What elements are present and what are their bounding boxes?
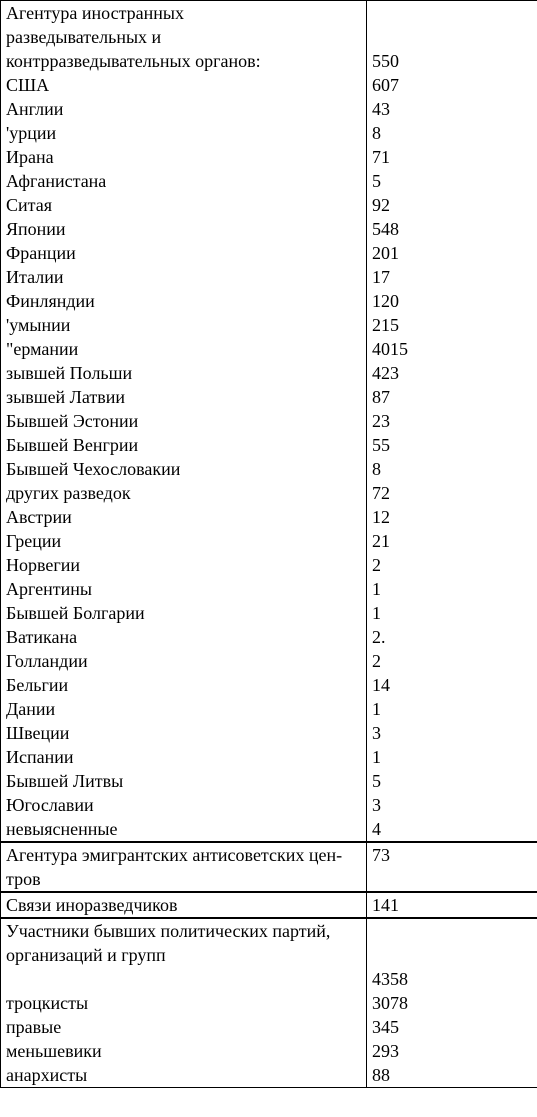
row-label: Дании bbox=[1, 697, 367, 721]
table-row bbox=[1, 289, 537, 313]
row-label: Норвегии bbox=[1, 553, 367, 577]
table-row bbox=[1, 601, 537, 625]
table-row bbox=[1, 145, 537, 169]
table-row bbox=[1, 673, 537, 697]
row-value: 1 bbox=[367, 601, 537, 625]
row-value: 201 bbox=[367, 241, 537, 265]
row-label: Участники бывших политических партий, организаций и групп bbox=[1, 918, 367, 991]
row-label: Связи иноразведчиков bbox=[1, 892, 367, 918]
table-row bbox=[1, 385, 537, 409]
row-label: зывшей Польши bbox=[1, 361, 367, 385]
table-row bbox=[1, 697, 537, 721]
row-label: Бывшей Венгрии bbox=[1, 433, 367, 457]
table-row bbox=[1, 1, 537, 74]
row-label: Японии bbox=[1, 217, 367, 241]
row-value: 293 bbox=[367, 1039, 537, 1063]
row-label: зывшей Латвии bbox=[1, 385, 367, 409]
row-label: Бывшей Чехословакии bbox=[1, 457, 367, 481]
row-value: 4015 bbox=[367, 337, 537, 361]
row-label: меньшевики bbox=[1, 1039, 367, 1063]
row-label: США bbox=[1, 73, 367, 97]
row-value: 4358 bbox=[367, 918, 537, 991]
row-value: 21 bbox=[367, 529, 537, 553]
row-label: 'урции bbox=[1, 121, 367, 145]
row-value: 5 bbox=[367, 769, 537, 793]
row-label: Аргентины bbox=[1, 577, 367, 601]
table-row bbox=[1, 745, 537, 769]
table-row bbox=[1, 1039, 537, 1063]
row-label: Италии bbox=[1, 265, 367, 289]
row-label: троцкисты bbox=[1, 991, 367, 1015]
table-row bbox=[1, 217, 537, 241]
row-label: Испании bbox=[1, 745, 367, 769]
table-row bbox=[1, 892, 537, 918]
row-value: 5 bbox=[367, 169, 537, 193]
row-label: невыясненные bbox=[1, 817, 367, 842]
table-row bbox=[1, 918, 537, 991]
row-label: Афганистана bbox=[1, 169, 367, 193]
group-foreign-agents bbox=[1, 1, 537, 843]
group-emigrant-agents bbox=[1, 842, 537, 892]
table-row bbox=[1, 433, 537, 457]
row-value: 423 bbox=[367, 361, 537, 385]
table-row bbox=[1, 169, 537, 193]
row-label: Ирана bbox=[1, 145, 367, 169]
row-label: Голландии bbox=[1, 649, 367, 673]
table-row bbox=[1, 721, 537, 745]
table-row bbox=[1, 265, 537, 289]
table-row bbox=[1, 553, 537, 577]
row-value: 548 bbox=[367, 217, 537, 241]
row-value: 92 bbox=[367, 193, 537, 217]
row-value: 71 bbox=[367, 145, 537, 169]
row-value: 8 bbox=[367, 121, 537, 145]
row-value: 14 bbox=[367, 673, 537, 697]
row-label: Бывшей Литвы bbox=[1, 769, 367, 793]
row-value: 141 bbox=[367, 892, 537, 918]
row-value: 4 bbox=[367, 817, 537, 842]
table-row bbox=[1, 842, 537, 892]
table-row bbox=[1, 241, 537, 265]
row-value: 43 bbox=[367, 97, 537, 121]
row-value: 3 bbox=[367, 793, 537, 817]
table-row bbox=[1, 337, 537, 361]
row-label: 'умынии bbox=[1, 313, 367, 337]
row-label: правые bbox=[1, 1015, 367, 1039]
table-row bbox=[1, 361, 537, 385]
table-row bbox=[1, 121, 537, 145]
row-value: 1 bbox=[367, 697, 537, 721]
row-value: 23 bbox=[367, 409, 537, 433]
row-label: Агентура иностранных разведывательных и контрразведывательных органов: bbox=[1, 1, 367, 74]
row-value: 1 bbox=[367, 745, 537, 769]
row-value: 12 bbox=[367, 505, 537, 529]
table-row bbox=[1, 769, 537, 793]
row-label: Финляндии bbox=[1, 289, 367, 313]
group-political-parties bbox=[1, 918, 537, 1088]
row-value: 215 bbox=[367, 313, 537, 337]
row-value: 1 bbox=[367, 577, 537, 601]
row-label: Австрии bbox=[1, 505, 367, 529]
table-row bbox=[1, 409, 537, 433]
row-value: 607 bbox=[367, 73, 537, 97]
row-value: 72 bbox=[367, 481, 537, 505]
row-value: 88 bbox=[367, 1063, 537, 1088]
row-label: Бывшей Болгарии bbox=[1, 601, 367, 625]
row-value: 3078 bbox=[367, 991, 537, 1015]
table-row bbox=[1, 505, 537, 529]
table-row bbox=[1, 625, 537, 649]
row-value: 550 bbox=[367, 1, 537, 74]
row-value: 120 bbox=[367, 289, 537, 313]
row-label: Швеции bbox=[1, 721, 367, 745]
row-value: 17 bbox=[367, 265, 537, 289]
row-value: 3 bbox=[367, 721, 537, 745]
table-row bbox=[1, 1063, 537, 1088]
row-value: 345 bbox=[367, 1015, 537, 1039]
table-row bbox=[1, 73, 537, 97]
table-row bbox=[1, 457, 537, 481]
row-label: Франции bbox=[1, 241, 367, 265]
row-value: 2 bbox=[367, 553, 537, 577]
group-intelligence-contacts bbox=[1, 892, 537, 918]
row-label: Бельгии bbox=[1, 673, 367, 697]
table-row bbox=[1, 991, 537, 1015]
row-value: 8 bbox=[367, 457, 537, 481]
row-value: 73 bbox=[367, 842, 537, 892]
row-label: других разведок bbox=[1, 481, 367, 505]
row-label: "ермании bbox=[1, 337, 367, 361]
row-label: Англии bbox=[1, 97, 367, 121]
row-value: 55 bbox=[367, 433, 537, 457]
row-value: 2 bbox=[367, 649, 537, 673]
table-row bbox=[1, 649, 537, 673]
table-row bbox=[1, 817, 537, 842]
row-label: анархисты bbox=[1, 1063, 367, 1088]
row-label: Югославии bbox=[1, 793, 367, 817]
row-label: Бывшей Эстонии bbox=[1, 409, 367, 433]
row-label: Греции bbox=[1, 529, 367, 553]
table-row bbox=[1, 193, 537, 217]
row-label: Ватикана bbox=[1, 625, 367, 649]
table-row bbox=[1, 97, 537, 121]
table-row bbox=[1, 313, 537, 337]
row-label: Агентура эмигрантских антисоветских цен- тров bbox=[1, 842, 367, 892]
table-row bbox=[1, 529, 537, 553]
table-row bbox=[1, 793, 537, 817]
table-row bbox=[1, 577, 537, 601]
row-label: Ситая bbox=[1, 193, 367, 217]
row-value: 2. bbox=[367, 625, 537, 649]
table-row bbox=[1, 481, 537, 505]
row-value: 87 bbox=[367, 385, 537, 409]
table-row bbox=[1, 1015, 537, 1039]
